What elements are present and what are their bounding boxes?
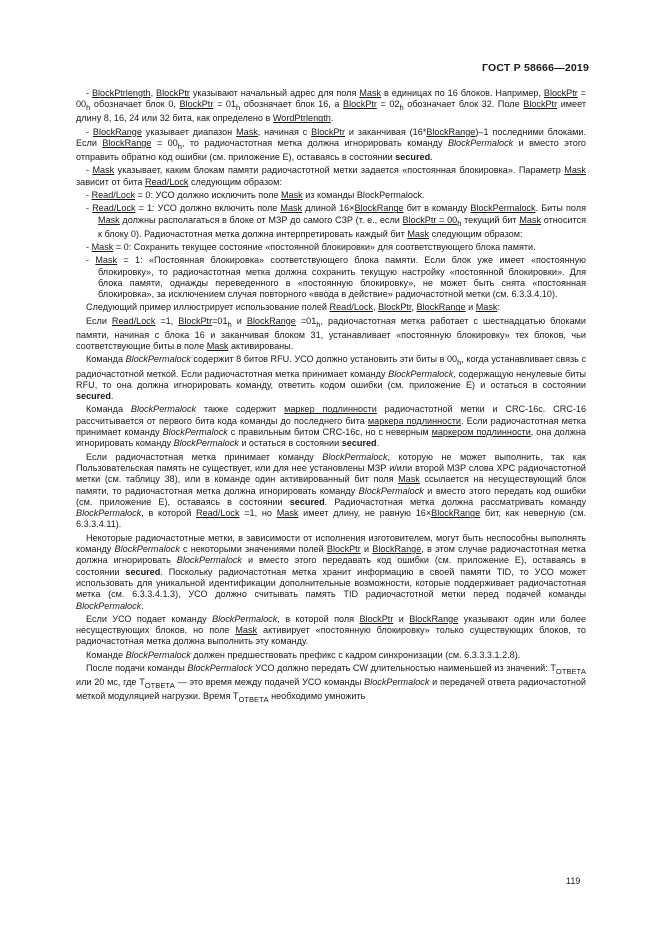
list-item: - Mask = 0: Сохранить текущее состояние «постоянной блокировки» для соответствующего блока памяти.	[86, 242, 536, 252]
paragraph: Если радиочастотная метка принимает команду BlockPermalock, которую не может выполнить, так как Пользовательская память не существует, или для нее установлены МЗР и/или второй МЗР слова XPC радиочастотной метки (см. таблицу 38), или в команде один активированный бит поля Mask ссылается на несуществующий блок памяти, то радиочастотная метка должна игнорировать команду BlockPermalock и вместо этого передать код ошибки (см. приложение Е), оставаясь в состоянии secured. Радиочастотная метка должна рассматривать команду BlockPermalock, в которой Read/Lock =1, но Mask имеет длину, не равную 16×BlockRange бит, как неверную (см. 6.3.3.4.11).	[76, 451, 586, 530]
paragraph: Если Read/Lock =1, $BlockPtr=01_h$ и BlockRange $=01_h$, радиочастотная метка работает с шестнадцатью блоками памяти, начиная с блока 16 и заканчивая блоком 31, устанавливает «постоянную блокировку» тех блоков, чьи соответствующие биты в поле Mask активированы.	[76, 315, 586, 352]
paragraph: Некоторые радиочастотные метки, в зависимости от исполнения изготовителем, могут быть неспособны выполнять команду BlockPermalock с некоторыми значениями полей BlockPtr и BlockRange, в этом случае радиочастотная метка должна игнорировать BlockPermalock и вместо этого передавать код ошибки (см. приложение Е), оставаясь в состоянии secured. Поскольку радиочастотная метка хранит информацию в своей памяти TID, то УСО может использовать для уникальной идентификации дополнительные возможности, которые поддерживает радиочастотная метка (см. 6.3.3.4.1.3), УСО должно считывать память TID радиочастотной метки перед подачей команды BlockPermalock.	[76, 532, 586, 611]
list-item: - Read/Lock = 1: УСО должно включить поле Mask длиной 16×BlockRange бит в команду BlockPermalock. Биты поля Mask должны располагаться в блоке от МЗР до самого СЗР (т. е., если BlockPtr = $00_h$ текущий бит Mask относится к блоку 0). Радиочастотная метка должна интерпретировать каждый бит Mask следующим образом:	[86, 203, 587, 239]
paragraph: - BlockRange указывает диапазон Mask, начиная с BlockPtr и заканчивая (16*BlockRange)–1 последними блоками. Если BlockRange = $00_h$, то радиочастотная метка должна игнорировать команду BlockPermalock и вместо этого отправить обратно код ошибки (см. приложение Е), оставаясь в состоянии secured.	[76, 126, 586, 163]
list-item: - Mask = 1: «Постоянная блокировка» соответствующего блока памяти. Если блок уже имеет «постоянную блокировку», то радиочастотная метка должна сохранить текущую настройку «постоянной блокировки». Для блока памяти, однажды переведенного в «постоянную блокировку», не может быть снята «постоянная блокировка», за исключением случая повторного «ввода в действие» радиочастотной метки (см. 6.3.3.4.10).	[86, 255, 586, 300]
paragraph: Команда BlockPermalock также содержит маркер подлинности радиочастотной метки и CRC-16c. CRC-16 рассчитывается от первого бита кода команды до последнего бита маркера подлинности. Если радиочастотная метка принимает команду BlockPermalock с правильным битом CRC-16c, но с неверным маркером подлинности, она должна игнорировать команду BlockPermalock и остаться в состоянии secured.	[76, 404, 587, 449]
paragraph: Следующий пример иллюстрирует использование полей Read/Lock, BlockPtr, BlockRange и Mask:	[86, 302, 500, 313]
list-item: - Read/Lock = 0: УСО должно исключить поле Mask из команды BlockPermalock.	[86, 190, 425, 200]
paragraph: Команде BlockPermalock должен предшествовать префикс с кадром синхронизации (см. 6.3.3.3.1.2.8).	[86, 649, 521, 660]
paragraph: Команда BlockPermalock содержит 8 битов RFU. УСО должно установить эти биты в $00_h$, когда устанавливает связь с радиочастотной меткой. Если радиочастотная метка принимает команду BlockPermalock, содержащую ненулевые биты RFU, то она должна игнорировать команду, ответить кодом ошибки (см. приложение Е) и остаться в состоянии secured.	[76, 354, 587, 402]
document-id: ГОСТ Р 58666—2019	[481, 62, 589, 74]
paragraph: После подачи команды BlockPermalock УСО должно передать CW длительностью наименьшей из значений: $T_{ОТВЕТА}$ или 20 мс, где $T_{ОТВЕТА}$ — это время между подачей УСО команды BlockPermalock и передачей ответа радиочастотной меткой модуляцией нагрузки. Время $T_{ОТВЕТА}$ необходимо умножить	[76, 663, 586, 705]
body-text	[76, 88, 586, 707]
page-number: 119	[566, 876, 581, 886]
paragraph: - Mask указывает, каким блокам памяти радиочастотной метки задается «постоянная блокировка». Параметр Mask зависит от бита Read/Lock следующим образом:	[76, 165, 586, 187]
paragraph: - BlockPtrlength, BlockPtr указывают начальный адрес для поля Mask в единицах по 16 блоков. Например, BlockPtr = $00_h$ обозначает блок 0, BlockPtr = $01_h$ обозначает блок 16, а BlockPtr = $02_h$ обозначает блок 32. Поле BlockPtr имеет длину 8, 16, 24 или 32 бита, как определено в WordPtrlength.	[76, 88, 587, 124]
paragraph: Если УСО подает команду BlockPermalock, в которой поля BlockPtr и BlockRange указывают один или более несуществующих блоков, но поле Mask активирует «постоянную блокировку» только существующих блоков, то радиочастотная метка должна выполнить эту команду.	[76, 613, 587, 647]
